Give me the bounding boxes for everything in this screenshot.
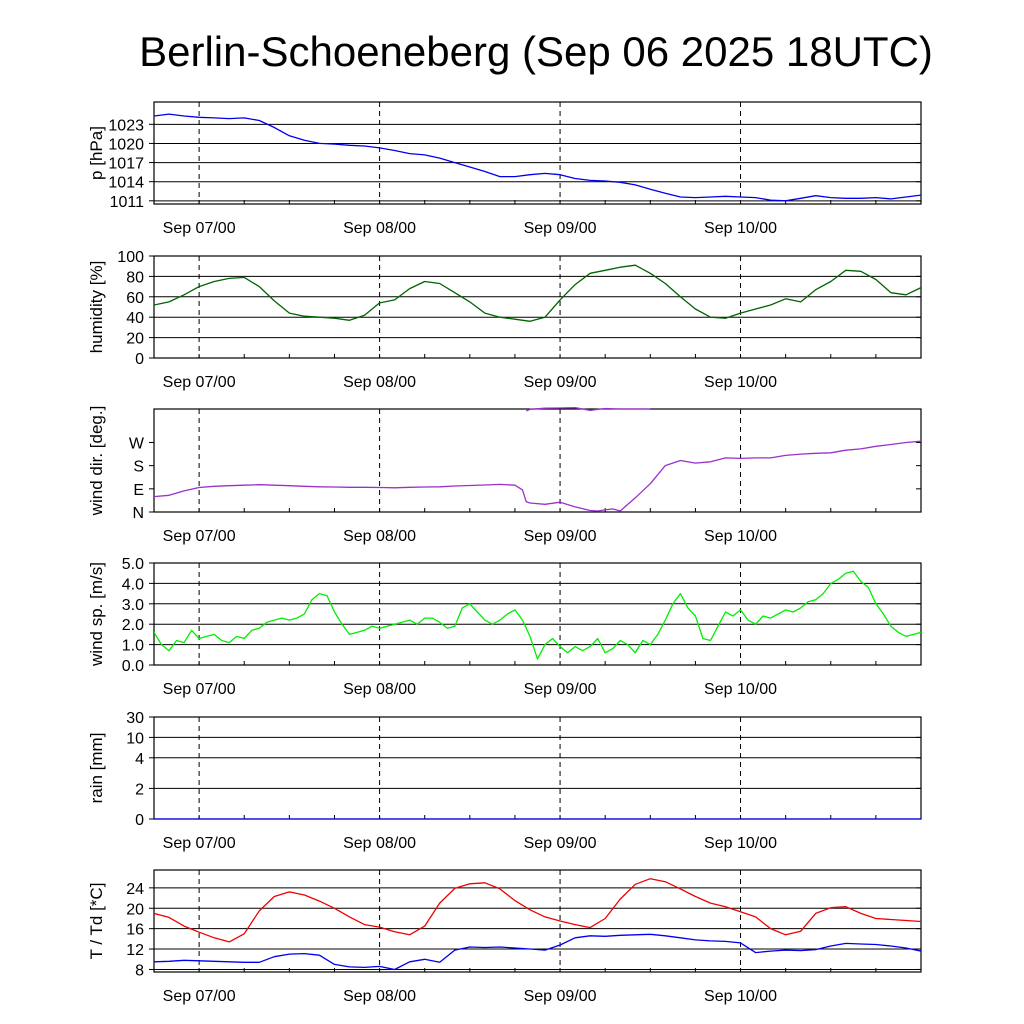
y-axis-label-humidity: humidity [%] [87, 260, 106, 354]
y-tick-label-temperature: 24 [126, 880, 144, 898]
y-tick-label-wind_direction: N [132, 505, 144, 522]
x-tick-label-temperature: Sep 08/00 [343, 988, 417, 1005]
y-axis-label-pressure: p [hPa] [87, 126, 106, 180]
x-tick-label-rain: Sep 09/00 [523, 835, 597, 852]
y-tick-label-wind_direction: S [133, 458, 144, 476]
panel-frame-temperature [154, 870, 921, 972]
y-tick-label-rain: 10 [126, 730, 144, 748]
y-tick-label-humidity: 20 [126, 330, 144, 348]
x-tick-label-wind_direction: Sep 07/00 [162, 528, 236, 545]
y-axis-label-wind_direction: wind dir. [deg.] [87, 405, 106, 516]
y-tick-label-temperature: 16 [126, 921, 144, 939]
y-tick-label-wind_speed: 3.0 [121, 596, 144, 614]
y-tick-label-humidity: 40 [126, 310, 144, 328]
panel-rain [87, 710, 921, 852]
y-axis-label-wind_speed: wind sp. [m/s] [87, 562, 106, 666]
x-tick-label-wind_direction: Sep 09/00 [523, 528, 597, 545]
y-tick-label-wind_direction: W [128, 435, 144, 453]
x-tick-label-humidity: Sep 08/00 [343, 374, 417, 391]
y-tick-label-rain: 30 [126, 710, 144, 727]
x-tick-label-wind_speed: Sep 07/00 [162, 681, 236, 698]
y-tick-label-pressure: 1014 [108, 174, 144, 192]
y-tick-label-rain: 4 [135, 750, 144, 768]
y-tick-label-humidity: 0 [135, 351, 144, 368]
y-tick-label-humidity: 100 [117, 249, 144, 266]
y-tick-label-pressure: 1017 [108, 155, 144, 173]
y-tick-label-pressure: 1023 [108, 117, 144, 135]
chart-title: Berlin-Schoeneberg (Sep 06 2025 18UTC) [139, 28, 933, 75]
x-tick-label-temperature: Sep 10/00 [704, 988, 778, 1005]
panel-wind_speed [87, 556, 921, 698]
series-line-wind_direction-0 [154, 441, 921, 511]
panel-frame-rain [154, 717, 921, 819]
x-tick-label-pressure: Sep 10/00 [704, 220, 778, 237]
panel-frame-pressure [154, 102, 921, 204]
panel-frame-wind_speed [154, 563, 921, 665]
y-tick-label-wind_speed: 0.0 [121, 658, 144, 675]
x-tick-label-humidity: Sep 09/00 [523, 374, 597, 391]
x-tick-label-rain: Sep 08/00 [343, 835, 417, 852]
y-tick-label-wind_speed: 4.0 [121, 576, 144, 594]
x-tick-label-pressure: Sep 09/00 [523, 220, 597, 237]
series-line-pressure-0 [154, 114, 921, 201]
x-tick-label-wind_direction: Sep 10/00 [704, 528, 778, 545]
y-tick-label-temperature: 12 [126, 942, 144, 960]
series-line-wind_speed-0 [154, 571, 921, 659]
y-tick-label-pressure: 1011 [109, 193, 144, 211]
panel-temperature [87, 870, 921, 1005]
y-tick-label-humidity: 80 [126, 269, 144, 287]
panel-humidity [87, 249, 921, 391]
panel-wind_direction [87, 406, 921, 545]
x-tick-label-wind_direction: Sep 08/00 [343, 528, 417, 545]
y-tick-label-temperature: 8 [135, 962, 144, 980]
panel-frame-humidity [154, 256, 921, 358]
x-tick-label-wind_speed: Sep 08/00 [343, 681, 417, 698]
y-axis-label-rain: rain [mm] [87, 732, 106, 804]
x-tick-label-pressure: Sep 08/00 [343, 220, 417, 237]
y-tick-label-wind_direction: E [133, 481, 144, 499]
y-tick-label-rain: 0 [135, 812, 144, 829]
x-tick-label-temperature: Sep 07/00 [162, 988, 236, 1005]
x-tick-label-pressure: Sep 07/00 [162, 220, 236, 237]
panel-frame-wind_direction [154, 409, 921, 512]
panels [87, 102, 921, 1005]
series-line-humidity-0 [154, 265, 921, 321]
x-tick-label-wind_speed: Sep 09/00 [523, 681, 597, 698]
y-tick-label-wind_speed: 2.0 [121, 617, 144, 635]
y-tick-label-temperature: 20 [126, 901, 144, 919]
x-tick-label-rain: Sep 07/00 [162, 835, 236, 852]
y-tick-label-humidity: 60 [126, 289, 144, 307]
y-tick-label-rain: 2 [135, 781, 144, 799]
x-tick-label-temperature: Sep 09/00 [523, 988, 597, 1005]
x-tick-label-humidity: Sep 10/00 [704, 374, 778, 391]
x-tick-label-humidity: Sep 07/00 [162, 374, 236, 391]
y-axis-label-temperature: T / Td [*C] [87, 882, 106, 960]
x-tick-label-wind_speed: Sep 10/00 [704, 681, 778, 698]
y-tick-label-wind_speed: 1.0 [121, 637, 144, 655]
series-line-temperature-1 [154, 934, 921, 969]
panel-pressure [87, 102, 921, 237]
x-tick-label-rain: Sep 10/00 [704, 835, 778, 852]
y-tick-label-wind_speed: 5.0 [121, 556, 144, 573]
y-tick-label-pressure: 1020 [108, 136, 144, 154]
